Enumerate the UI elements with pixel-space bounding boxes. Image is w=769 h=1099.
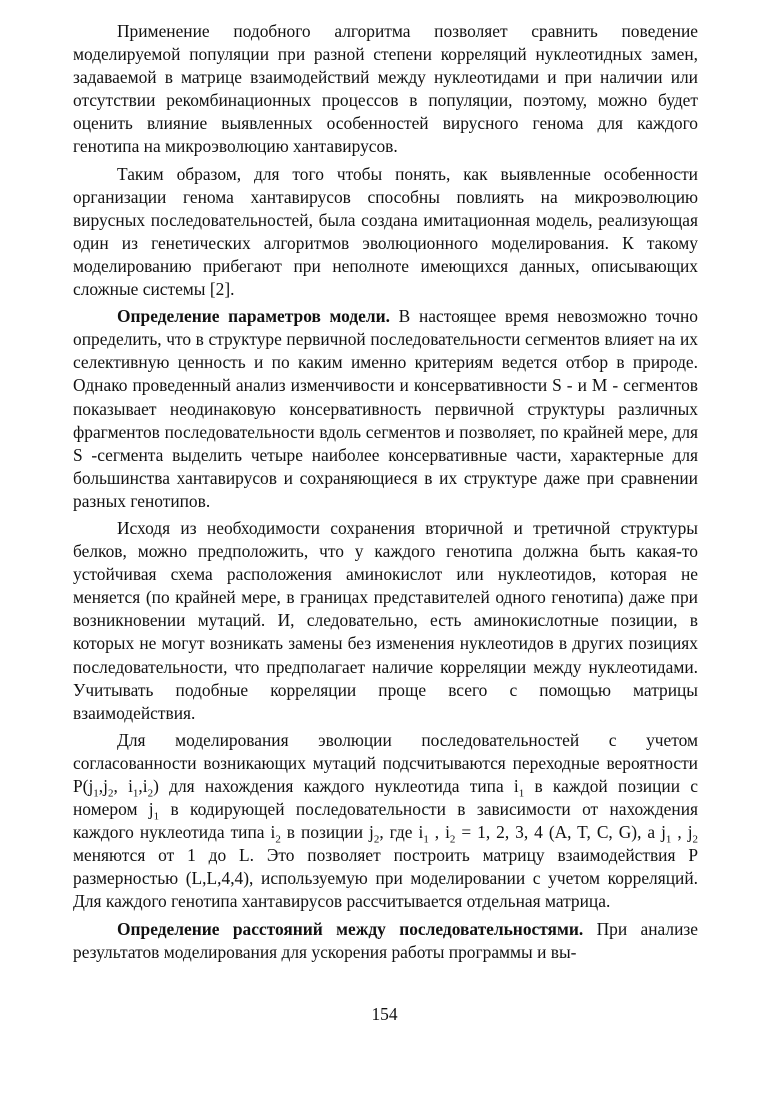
paragraph-5-text: ,i — [138, 776, 148, 796]
subscript: 2 — [275, 833, 281, 846]
subscript: 1 — [665, 833, 672, 846]
subscript: 1 — [132, 787, 139, 800]
subscript: 2 — [373, 833, 380, 846]
subscript: 1 — [423, 833, 429, 846]
paragraph-5-text: , i — [428, 822, 450, 843]
paragraph-5-text: меняются от 1 до L. Это позволяет построить матрицу взаимодействия P размерностью (L,L,4,4), используемую при моделировании с учетом корреляций. Для каждого генотипа хантавирусов рассчитывается отдельная матрица. — [73, 845, 698, 912]
paragraph-2-text: Таким образом, для того чтобы понять, как выявленные особенности организации генома хантавирусов способны повлиять на микроэволюцию вирусных последовательностей, была создана имитационная модель, реализующая один из генетических алгоритмов эволюционного моделирования. К такому моделированию прибегают при неполноте имеющихся данных, описывающих сложные системы [2]. — [73, 163, 698, 300]
paragraph-5-text: в позиции j — [280, 822, 374, 843]
subscript: 1 — [93, 787, 99, 800]
paragraph-5-text: в кодирующей последовательности в зависимости от нахождения каждого нуклеотида типа i — [73, 799, 699, 843]
subscript: 2 — [692, 833, 699, 846]
section-heading-sequence-distances: Определение расстояний между последовательностями. — [117, 918, 584, 939]
subscript: 2 — [107, 787, 114, 800]
paragraph-5-text: , j — [671, 822, 693, 843]
paragraph-5-text: = 1, 2, 3, 4 (A, T, C, G), а j — [455, 822, 666, 843]
section-heading-model-parameters: Определение параметров модели. — [117, 306, 390, 327]
paragraph-5-text: , где i — [379, 822, 424, 843]
paragraph-3-text: В настоящее время невозможно точно определить, что в структуре первичной последовательности сегментов влияет на их селективную ценность и по каким именно критериям ведется отбор в природе. Однако проведенный анализ изменчивости и консервативности S - и M - сегментов показывает неодинаковую консервативность первичной структуры различных фрагментов последовательности вдоль сегментов и позволяет, по крайней мере, для S -сегмента выделить четыре наиболее консервативные части, характерные для большинства хантавирусов и сохраняющиеся в их структуре даже при сравнении разных генотипов. — [73, 306, 698, 511]
subscript: 2 — [147, 787, 154, 800]
paragraph-4-text: Исходя из необходимости сохранения вторичной и третичной структуры белков, можно предположить, что у каждого генотипа должна быть какая-то устойчивая схема расположения аминокислот или нуклеотидов, которая не меняется (по крайней мере, в границах представителей одного генотипа) даже при возникновении мутаций. И, следовательно, есть аминокислотные позиции, в которых не могут возникать замены без изменения нуклеотидов в других позициях последовательности, что предполагает наличие корреляции между нуклеотидами. Учитывать подобные корреляции проще всего с помощью матрицы взаимодействия. — [73, 517, 698, 723]
paragraph-5 — [73, 729, 698, 914]
paragraph-5-text: Для моделирования эволюции последовательностей с учетом согласованности возникающих мутаций подсчитываются переходные вероятности P(j — [73, 729, 698, 796]
paragraph-5-text: в каждой позиции с номером j — [73, 776, 698, 820]
page-number: 154 — [371, 1004, 398, 1024]
subscript: 1 — [153, 810, 160, 823]
paragraph-1 — [73, 20, 698, 159]
subscript: 1 — [518, 787, 525, 800]
paragraph-6-text: При анализе результатов моделирования для ускорения работы программы и вы- — [73, 918, 698, 962]
paragraph-3 — [73, 305, 698, 513]
paragraph-5-text: ,j — [98, 776, 108, 796]
paragraph-6 — [73, 918, 698, 964]
page-body — [73, 20, 698, 964]
paragraph-4 — [73, 517, 698, 725]
paragraph-2 — [73, 163, 698, 302]
subscript: 2 — [449, 833, 456, 846]
paragraph-5-text: , i — [113, 776, 133, 796]
paragraph-5-text: ) для нахождения каждого нуклеотида типа i — [153, 776, 519, 796]
paragraph-1-text: Применение подобного алгоритма позволяет сравнить поведение моделируемой популяции при разной степени корреляций нуклеотидных замен, задаваемой в матрице взаимодействий между нуклеотидами и при наличии или отсутствии рекомбинационных процессов в популяции, поэтому, можно будет оценить влияние выявленных особенностей вирусного генома для каждого генотипа на микроэволюцию хантавирусов. — [73, 21, 698, 157]
